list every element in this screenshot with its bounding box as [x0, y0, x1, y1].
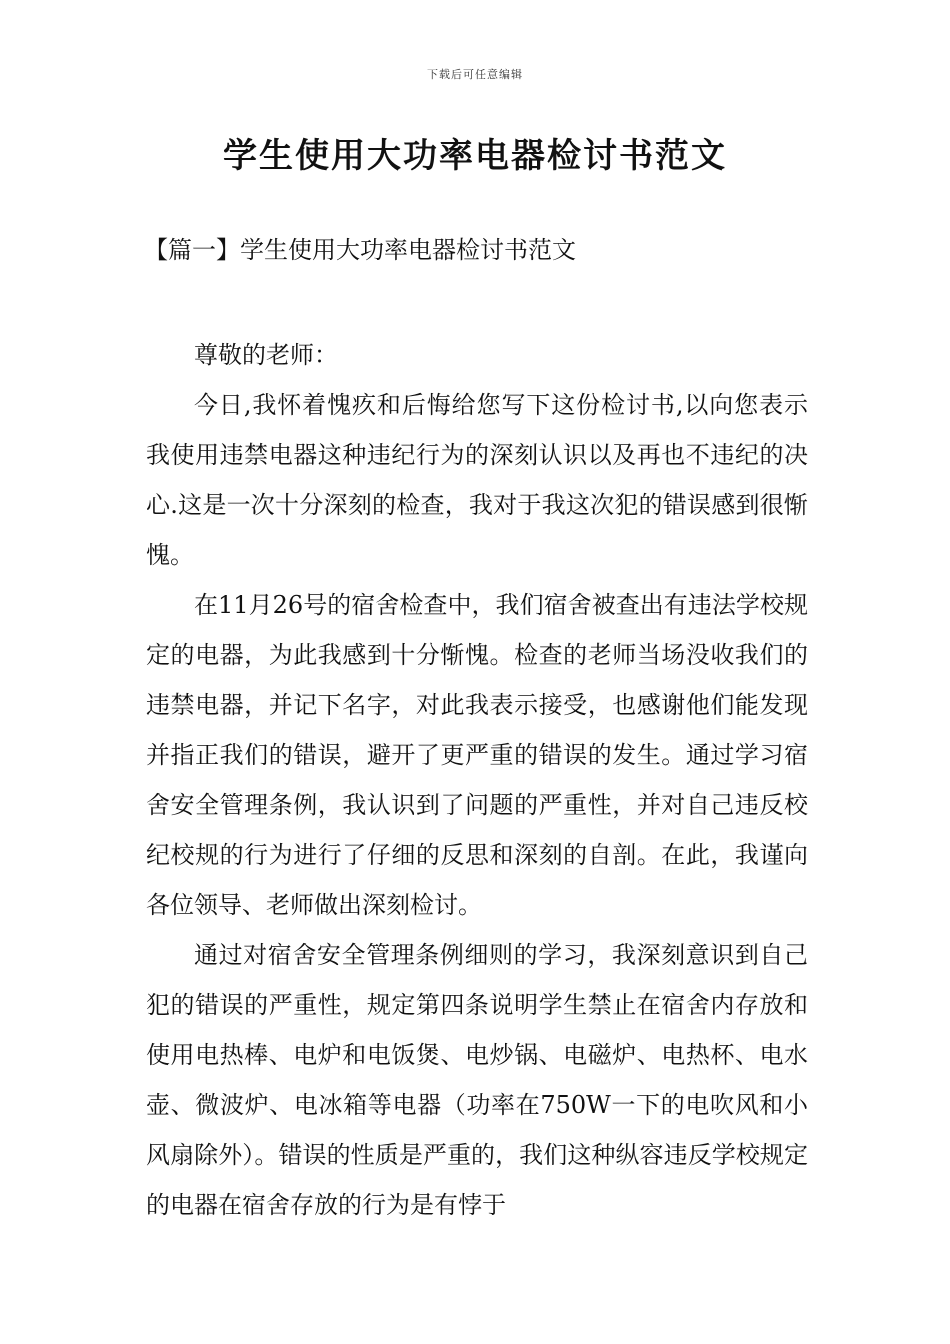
section-heading: 【篇一】学生使用大功率电器检讨书范文 [144, 236, 576, 264]
paragraph: 今日,我怀着愧疚和后悔给您写下这份检讨书,以向您表示我使用违禁电器这种违纪行为的深刻认识以及再也不违纪的决心.这是一次十分深刻的检查，我对于我这次犯的错误感到很惭愧。 [146, 391, 808, 569]
paragraph: 在11月26号的宿舍检查中，我们宿舍被查出有违法学校规定的电器，为此我感到十分惭愧。检查的老师当场没收我们的违禁电器，并记下名字，对此我表示接受，也感谢他们能发现并指正我们的错误，避开了更严重的错误的发生。通过学习宿舍安全管理条例，我认识到了问题的严重性，并对自己违反校纪校规的行为进行了仔细的反思和深刻的自剖。在此，我谨向各位领导、老师做出深刻检讨。 [146, 591, 808, 919]
document-title: 学生使用大功率电器检讨书范文 [223, 136, 727, 176]
paragraph: 通过对宿舍安全管理条例细则的学习，我深刻意识到自己犯的错误的严重性，规定第四条说明学生禁止在宿舍内存放和使用电热棒、电炉和电饭煲、电炒锅、电磁炉、电热杯、电水壶、微波炉、电冰箱等电器（功率在750W一下的电吹风和小风扇除外）。错误的性质是严重的，我们这种纵容违反学校规定的电器在宿舍存放的行为是有悖于 [146, 941, 808, 1219]
document-body [146, 330, 808, 1230]
salutation: 尊敬的老师： [194, 341, 338, 369]
page-header-note: 下载后可任意编辑 [427, 68, 523, 81]
